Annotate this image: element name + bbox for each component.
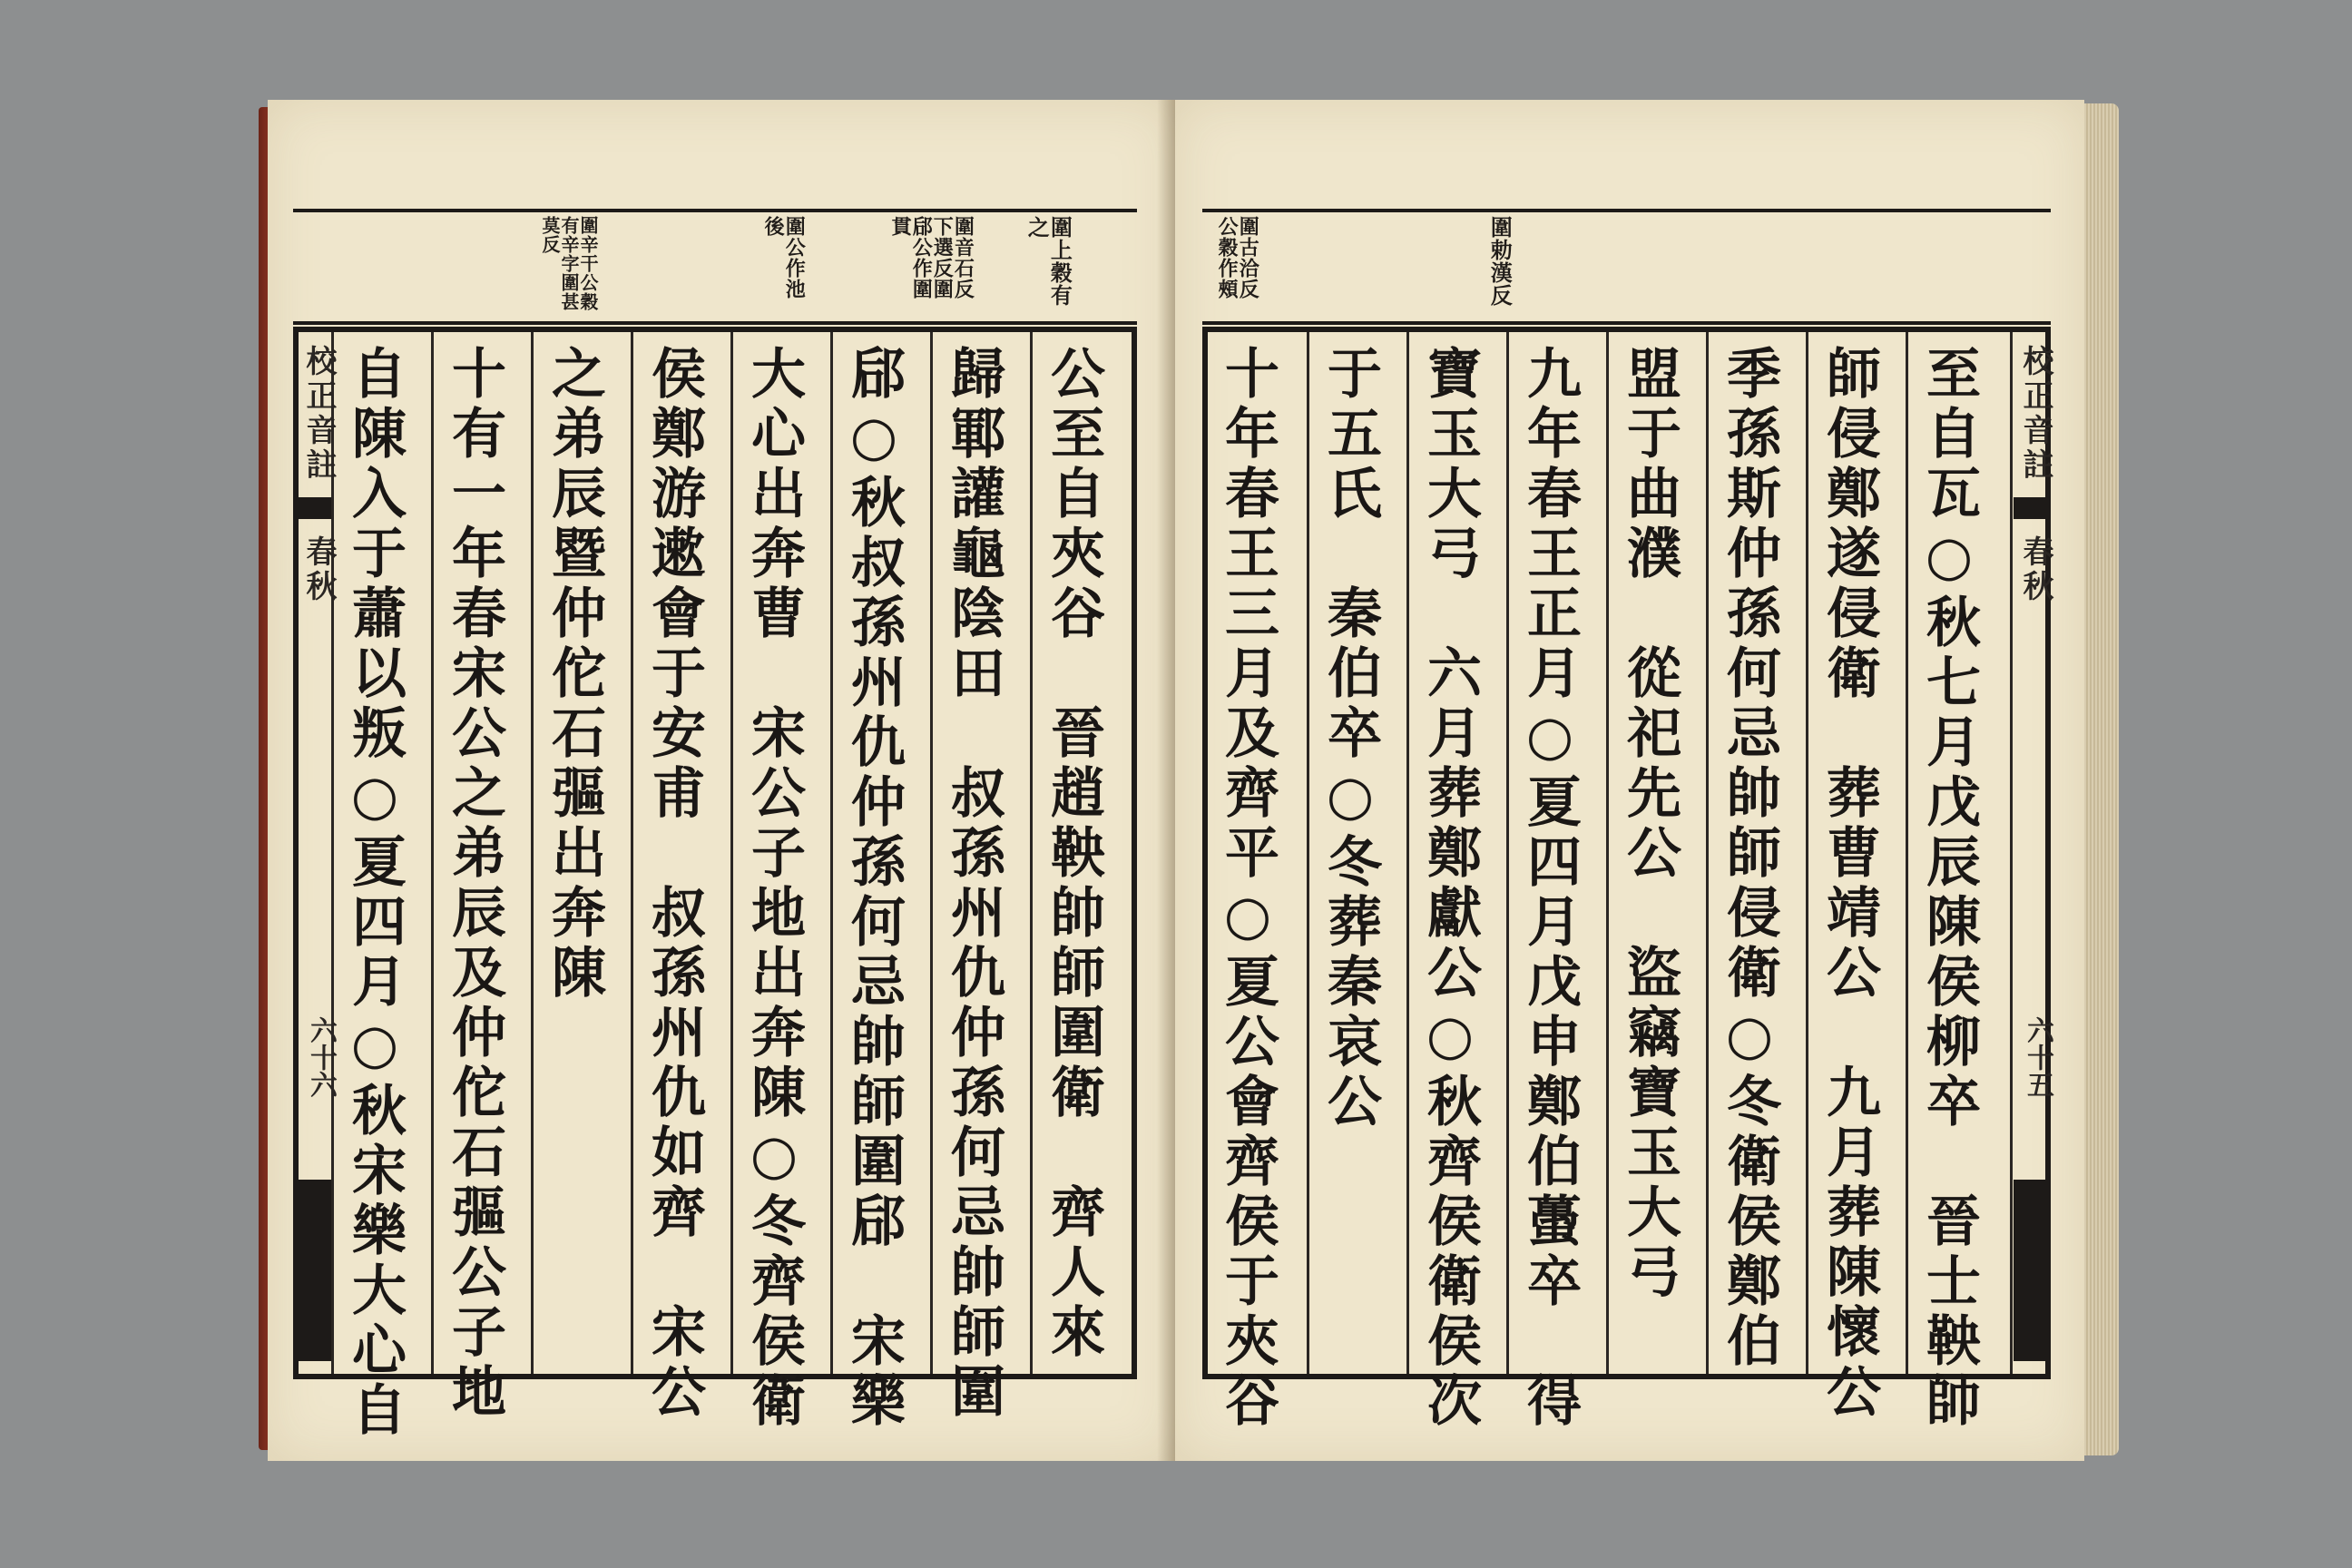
- right-black-bar: [2014, 1180, 2046, 1361]
- left-column-rule: [930, 332, 933, 1374]
- right-page: [1175, 100, 2084, 1461]
- left-column-6: 之弟辰暨仲佗石彄出奔陳: [543, 345, 606, 1004]
- left-fishtail-mark: [299, 497, 331, 519]
- right-margin-rule: [2010, 332, 2013, 1374]
- left-page: [268, 100, 1175, 1461]
- right-fishtail-mark: [2014, 497, 2046, 519]
- right-column-rule: [1806, 332, 1808, 1374]
- left-margin-rule: [331, 332, 334, 1374]
- right-margin-title: 校正音註: [2017, 345, 2053, 483]
- right-column-rule: [1506, 332, 1509, 1374]
- open-book: [259, 100, 2119, 1461]
- right-column-rule: [1706, 332, 1709, 1374]
- left-column-rule: [631, 332, 633, 1374]
- left-column-rule: [1030, 332, 1033, 1374]
- left-column-rule: [830, 332, 833, 1374]
- right-column-rule: [1906, 332, 1908, 1374]
- left-note-3: 圍公作池後: [761, 216, 807, 299]
- right-leaf-number: 六十五: [2022, 1016, 2053, 1098]
- left-column-2: 歸鄆讙龜陰田 叔孫州仇仲孫何忌帥師圍: [942, 345, 1005, 1423]
- left-leaf-number: 六十六: [305, 1016, 337, 1098]
- right-note-2: 圍古洽反公穀作頰: [1215, 216, 1260, 299]
- left-headnote-band: [293, 209, 1137, 325]
- left-note-1: 圍上穀有之: [1024, 216, 1073, 307]
- left-column-7: 十有一年春宋公之弟辰及仲佗石彄公子地: [443, 345, 506, 1423]
- right-headnote-band: [1202, 209, 2051, 325]
- left-column-3: 郈○秋叔孫州仇仲孫何忌帥師圍郈 宋樂: [842, 345, 906, 1432]
- right-column-rule: [1307, 332, 1309, 1374]
- right-note-1: 圍勅漢反: [1486, 216, 1514, 307]
- left-black-bar: [299, 1180, 331, 1361]
- right-column-2: 師侵鄭遂侵衛 葬曹靖公 九月葬陳懷公: [1818, 345, 1881, 1423]
- right-column-3: 季孫斯仲孫何忌帥師侵衛○冬衛侯鄭伯: [1718, 345, 1781, 1372]
- left-note-2: 圍音石反下選反圍郈公作圍貫: [888, 216, 975, 299]
- left-column-rule: [531, 332, 534, 1374]
- left-margin-section: 春秋: [300, 535, 337, 604]
- right-column-5: 九年春王正月○夏四月戊申鄭伯蠆卒 得: [1518, 345, 1582, 1432]
- left-note-4: 圍辛干公穀有辛字圍甚莫反: [539, 216, 599, 311]
- right-column-rule: [1606, 332, 1609, 1374]
- right-margin-section: 春秋: [2017, 535, 2053, 604]
- left-margin-title: 校正音註: [300, 345, 337, 483]
- left-column-rule: [431, 332, 434, 1374]
- right-column-rule: [1406, 332, 1409, 1374]
- left-column-5: 侯鄭游遬會于安甫 叔孫州仇如齊 宋公: [642, 345, 706, 1423]
- left-column-4: 大心出奔曹 宋公子地出奔陳○冬齊侯衛: [742, 345, 806, 1432]
- right-column-8: 十年春王三月及齊平○夏公會齊侯于夾谷: [1216, 345, 1279, 1432]
- page-stack-edge: [2084, 103, 2119, 1455]
- right-column-1: 至自瓦○秋七月戊辰陳侯柳卒 晉士鞅帥: [1917, 345, 1981, 1432]
- left-column-8: 自陳入于蕭以叛○夏四月○秋宋樂大心自: [343, 345, 407, 1441]
- right-column-6: 寶玉大弓 六月葬鄭獻公○秋齊侯衛侯次: [1418, 345, 1482, 1432]
- left-text-frame: [293, 327, 1137, 1441]
- right-column-7: 于五氏 秦伯卒○冬葬秦哀公: [1318, 345, 1382, 1132]
- left-column-1: 公至自夾谷 晉趙鞅帥師圍衛 齊人來: [1042, 345, 1105, 1363]
- left-column-rule: [730, 332, 733, 1374]
- right-column-4: 盟于曲濮 從祀先公 盜竊寶玉大弓: [1618, 345, 1681, 1303]
